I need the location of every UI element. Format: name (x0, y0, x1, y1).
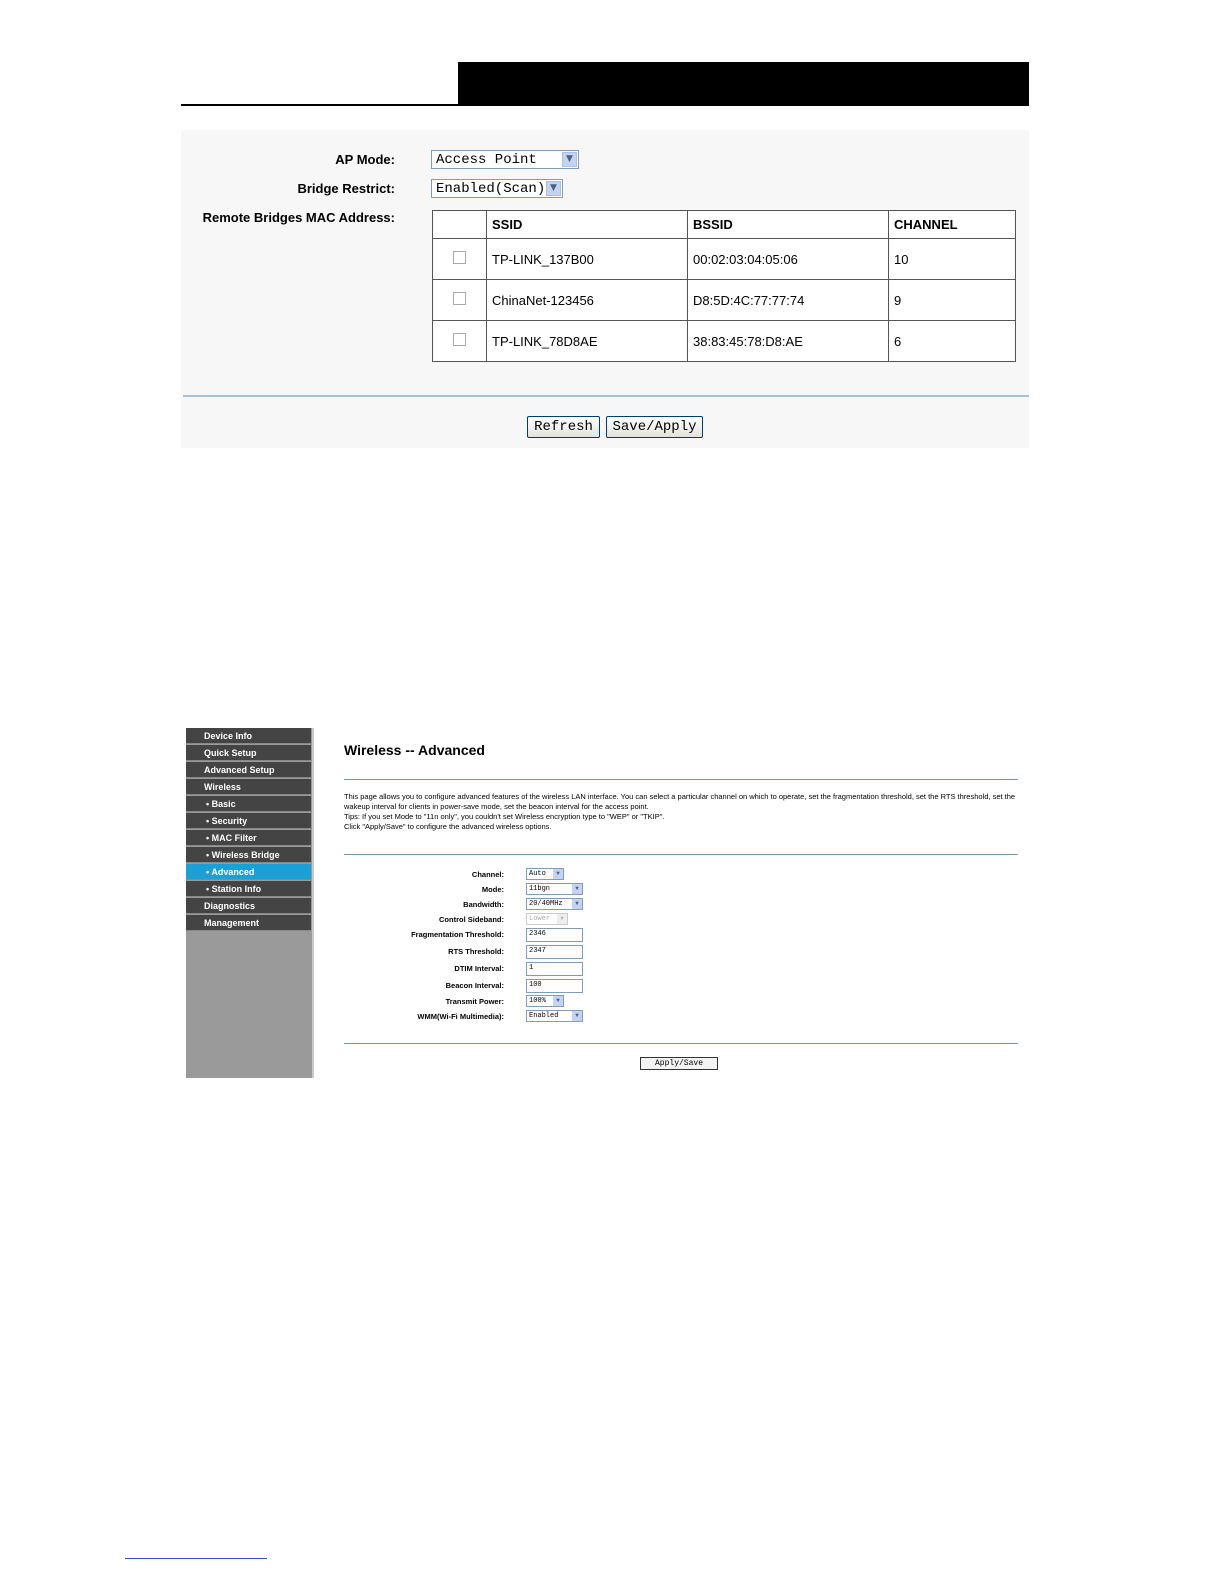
instruction-text: Click "Apply/Save" to configure the advanced wireless options. (344, 822, 552, 831)
control-sideband-label: Control Sideband: (439, 915, 504, 924)
wireless-advanced-screenshot (186, 728, 1026, 1078)
mode-select[interactable] (526, 883, 583, 895)
sidebar-item-wireless-bridge[interactable]: • Wireless Bridge (186, 847, 311, 863)
ssid-column-header: SSID (487, 211, 688, 239)
remote-mac-label: Remote Bridges MAC Address: (202, 210, 395, 225)
chevron-down-icon: ▼ (557, 914, 567, 924)
ssid-cell: TP-LINK_137B00 (487, 239, 688, 280)
sidebar-item-station-info[interactable]: • Station Info (186, 881, 311, 897)
wmm-value: Enabled (529, 1012, 559, 1020)
section-divider (344, 854, 1018, 855)
chevron-down-icon[interactable]: ▼ (572, 884, 582, 894)
footer-rule (125, 1558, 267, 1559)
chevron-down-icon[interactable]: ▼ (562, 152, 577, 167)
sidebar-item-security[interactable]: • Security (186, 813, 311, 829)
checkbox-icon[interactable] (453, 251, 466, 264)
sidebar (186, 728, 312, 1078)
chevron-down-icon[interactable]: ▼ (546, 181, 561, 196)
bandwidth-label: Bandwidth: (463, 900, 504, 909)
bottom-divider (344, 1043, 1018, 1044)
ssid-cell: ChinaNet-123456 (487, 280, 688, 321)
apply-save-button[interactable]: Apply/Save (640, 1057, 718, 1070)
sidebar-divider (312, 728, 314, 1078)
ap-mode-select[interactable] (431, 150, 579, 169)
bridge-restrict-select[interactable] (431, 179, 563, 198)
bssid-cell: 38:83:45:78:D8:AE (688, 321, 889, 362)
header-rule (181, 104, 1029, 106)
control-sideband-select (526, 913, 568, 925)
bssid-cell: D8:5D:4C:77:77:74 (688, 280, 889, 321)
channel-label: Channel: (471, 870, 504, 879)
section-divider (183, 395, 1029, 397)
bandwidth-value: 20/40MHz (529, 900, 563, 908)
bandwidth-select[interactable] (526, 898, 583, 910)
sidebar-item-management[interactable]: Management (186, 915, 311, 931)
checkbox-icon[interactable] (453, 333, 466, 346)
sidebar-item-advanced-setup[interactable]: Advanced Setup (186, 762, 311, 778)
fragmentation-threshold-label: Fragmentation Threshold: (411, 930, 504, 939)
tips-text: Tips: If you set Mode to "11n only", you couldn't set Wireless encryption type to "WEP" or "TKIP". (344, 812, 665, 821)
control-sideband-value: Lower (529, 915, 551, 923)
refresh-button[interactable]: Refresh (527, 416, 600, 438)
rts-threshold-label: RTS Threshold: (448, 947, 504, 956)
sidebar-item-wireless[interactable]: Wireless (186, 779, 311, 795)
page-description (344, 792, 1018, 832)
sidebar-item-basic[interactable]: • Basic (186, 796, 311, 812)
bridge-restrict-value: Enabled(Scan) (436, 181, 546, 197)
wmm-label: WMM(Wi-Fi Multimedia): (417, 1012, 504, 1021)
bridge-restrict-label: Bridge Restrict: (297, 181, 395, 196)
beacon-interval-label: Beacon Interval: (445, 981, 504, 990)
save-apply-button[interactable]: Save/Apply (606, 416, 703, 438)
header-bar (458, 62, 1029, 104)
channel-select[interactable] (526, 868, 564, 880)
bssid-cell: 00:02:03:04:05:06 (688, 239, 889, 280)
remote-bridges-table (432, 210, 1016, 362)
bridge-settings-panel (181, 130, 1029, 448)
sidebar-item-device-info[interactable]: Device Info (186, 728, 311, 744)
sidebar-item-quick-setup[interactable]: Quick Setup (186, 745, 311, 761)
select-column-header (433, 211, 487, 239)
sidebar-item-advanced[interactable]: • Advanced (186, 864, 311, 880)
mode-value: 11bgn (529, 885, 551, 893)
title-divider (344, 779, 1018, 780)
channel-cell: 6 (889, 321, 1016, 362)
table-header-row (433, 211, 1016, 239)
chevron-down-icon[interactable]: ▼ (572, 1011, 582, 1021)
rts-threshold-input[interactable]: 2347 (526, 945, 583, 959)
wmm-select[interactable] (526, 1010, 583, 1022)
channel-cell: 10 (889, 239, 1016, 280)
dtim-interval-label: DTIM Interval: (454, 964, 504, 973)
transmit-power-label: Transmit Power: (445, 997, 504, 1006)
mode-label: Mode: (481, 885, 504, 894)
main-content (344, 728, 1018, 1078)
description-text: This page allows you to configure advanced features of the wireless LAN interface. You can select a particular channel on which to operate, set the fragmentation threshold, set the RTS threshold, set the wakeup interval for clients in power-save mode, set the beacon interval for the access point. (344, 792, 1016, 811)
channel-cell: 9 (889, 280, 1016, 321)
fragmentation-threshold-input[interactable]: 2346 (526, 928, 583, 942)
channel-value: Auto (529, 870, 546, 878)
ssid-cell: TP-LINK_78D8AE (487, 321, 688, 362)
table-row (433, 280, 1016, 321)
beacon-interval-input[interactable]: 100 (526, 979, 583, 993)
table-row (433, 239, 1016, 280)
transmit-power-select[interactable] (526, 995, 564, 1007)
chevron-down-icon[interactable]: ▼ (553, 996, 563, 1006)
chevron-down-icon[interactable]: ▼ (553, 869, 563, 879)
page-title: Wireless -- Advanced (344, 742, 485, 758)
sidebar-item-diagnostics[interactable]: Diagnostics (186, 898, 311, 914)
chevron-down-icon[interactable]: ▼ (572, 899, 582, 909)
channel-column-header: CHANNEL (889, 211, 1016, 239)
ap-mode-label: AP Mode: (335, 152, 395, 167)
dtim-interval-input[interactable]: 1 (526, 962, 583, 976)
bssid-column-header: BSSID (688, 211, 889, 239)
transmit-power-value: 100% (529, 997, 546, 1005)
ap-mode-value: Access Point (436, 152, 537, 168)
table-row (433, 321, 1016, 362)
checkbox-icon[interactable] (453, 292, 466, 305)
sidebar-item-mac-filter[interactable]: • MAC Filter (186, 830, 311, 846)
